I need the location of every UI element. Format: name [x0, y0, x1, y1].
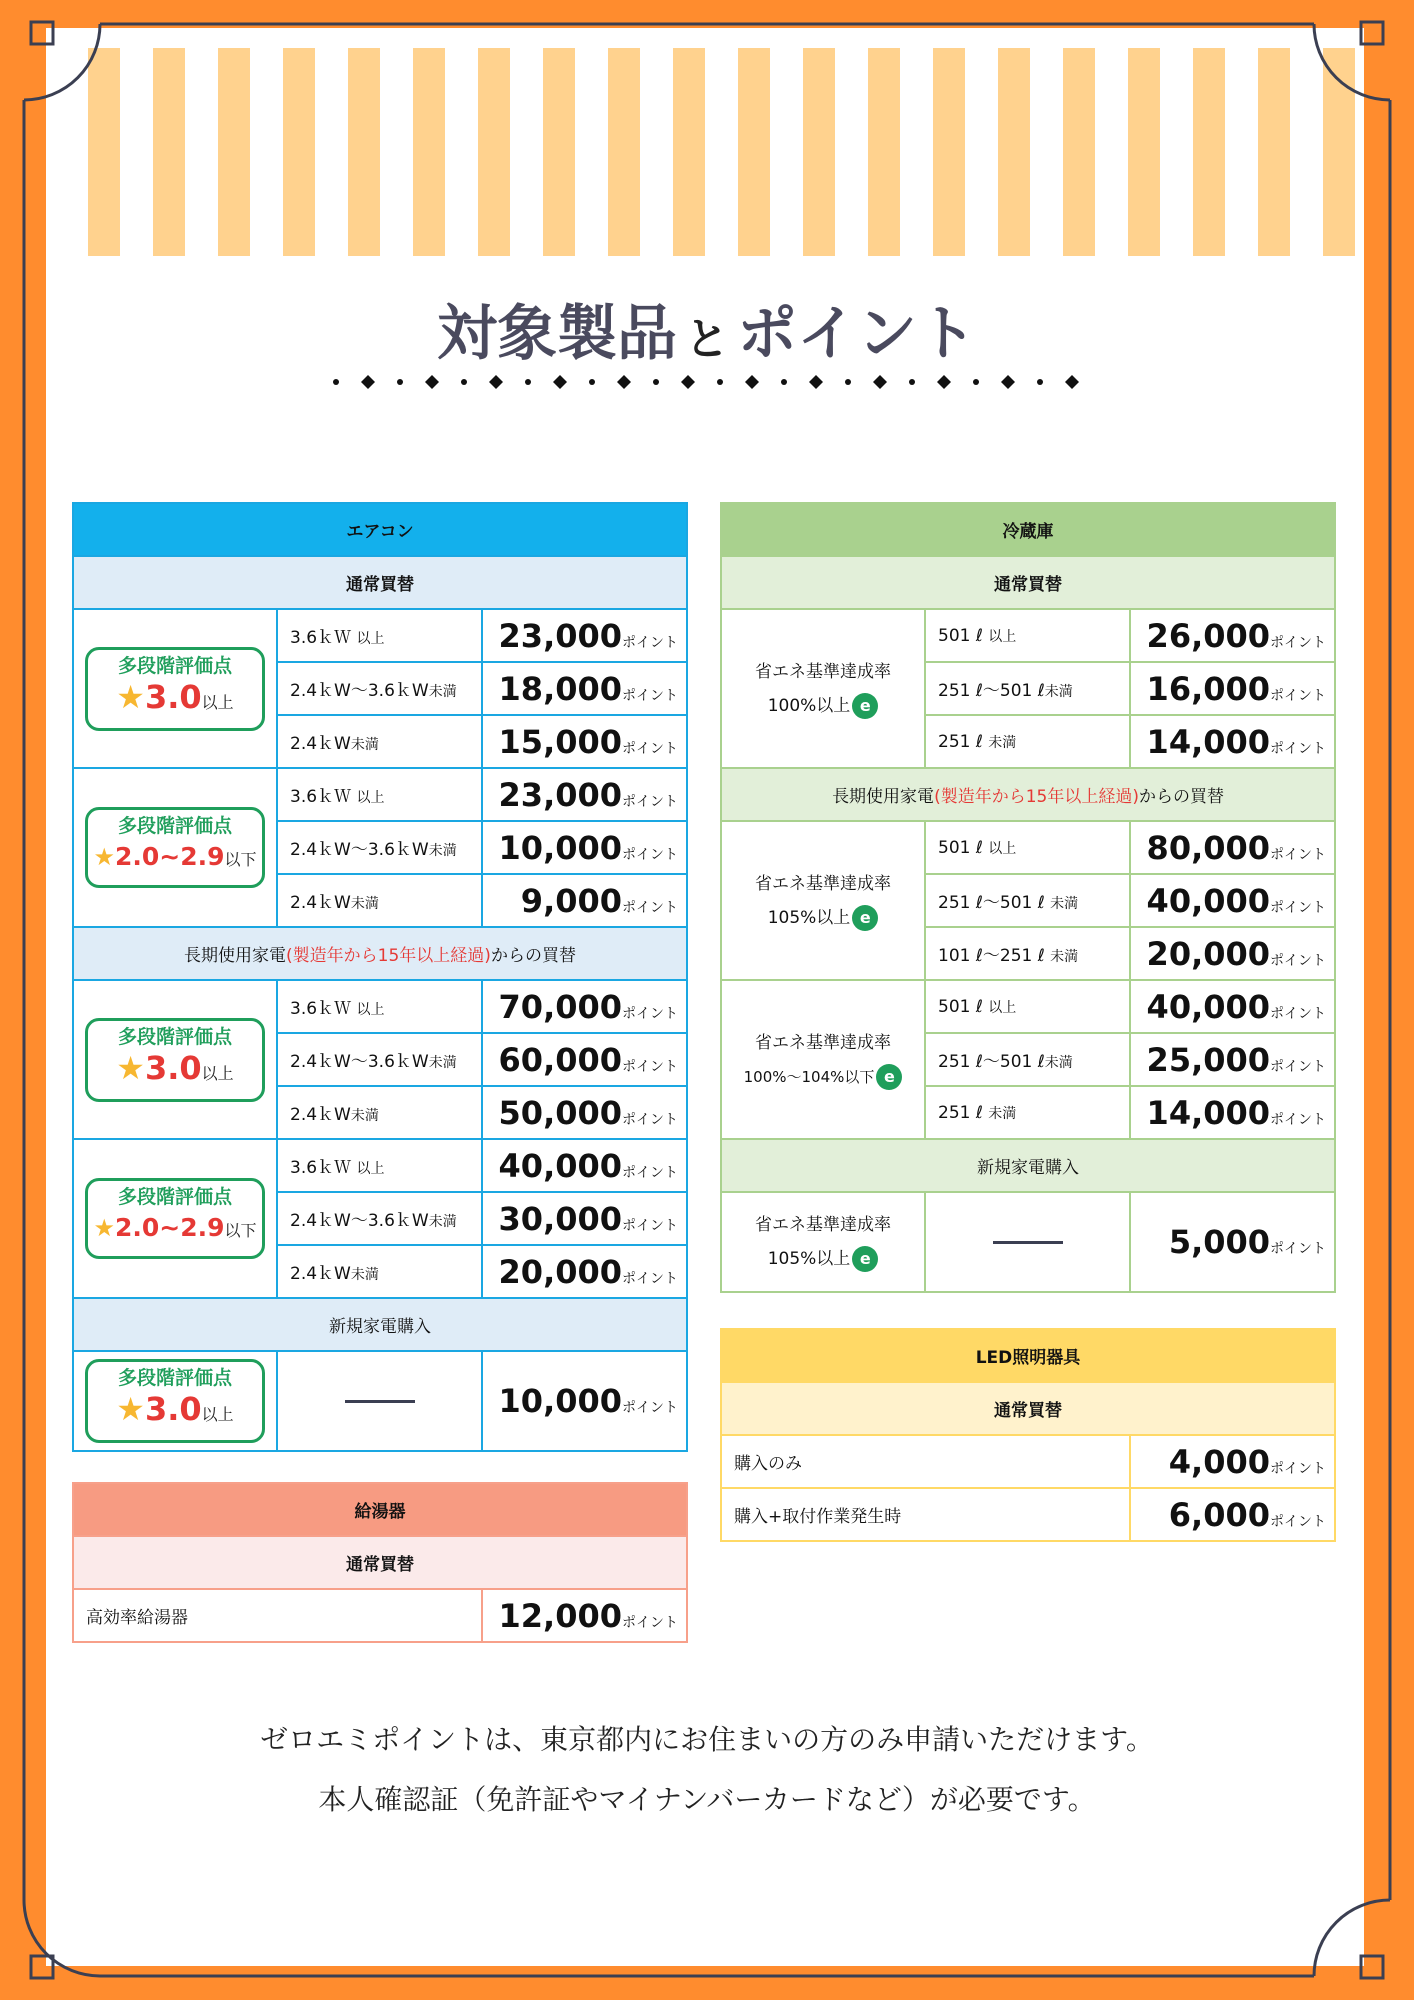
table-row	[73, 609, 687, 662]
points-unit: ポイント	[622, 687, 679, 704]
points-unit: ポイント	[1270, 687, 1327, 704]
table-row	[721, 821, 1335, 874]
points-value: 12,000	[498, 1596, 622, 1635]
eco-mark-icon: e	[852, 905, 878, 931]
table-row	[73, 1139, 687, 1192]
title-points: ポイント	[737, 299, 977, 369]
points-cell	[482, 1245, 687, 1298]
points-unit: ポイント	[622, 899, 679, 916]
capacity-cell	[277, 768, 482, 821]
points-value: 9,000	[520, 881, 623, 920]
points-unit: ポイント	[622, 1614, 678, 1631]
capacity-cell	[277, 715, 482, 768]
points-value: 20,000	[1146, 934, 1271, 973]
efficiency-value: 105%以上	[767, 1249, 851, 1269]
points-unit: ポイント	[1270, 1058, 1327, 1075]
capacity: 2.4ｋW	[290, 1264, 351, 1284]
longterm-suffix: からの買替	[490, 946, 576, 966]
score: 3.0	[144, 677, 202, 716]
points-unit: ポイント	[1270, 1111, 1327, 1128]
capacity-cell	[277, 1245, 482, 1298]
points-value: 20,000	[498, 1252, 623, 1291]
points-value: 16,000	[1146, 669, 1271, 708]
table-row	[721, 1435, 1335, 1488]
capacity: 101 ℓ〜251 ℓ	[938, 946, 1045, 966]
points-cell	[482, 1351, 687, 1451]
points-cell	[482, 1589, 687, 1642]
efficiency-cell	[721, 821, 925, 980]
capacity: 2.4ｋW	[290, 893, 351, 913]
capacity-cell	[925, 874, 1130, 927]
table-row	[721, 609, 1335, 662]
points-unit: ポイント	[1270, 1005, 1327, 1022]
table-row	[721, 1192, 1335, 1292]
efficiency-value: 100%以上	[767, 695, 851, 716]
efficiency-label: 省エネ基準達成率	[755, 661, 891, 682]
capacity-qualifier: 以上	[356, 1002, 385, 1018]
qualifier: 以下	[224, 850, 257, 869]
points-cell	[482, 609, 687, 662]
capacity-cell	[277, 1139, 482, 1192]
capacity-qualifier: 以上	[356, 1161, 385, 1177]
capacity-qualifier: 未満	[988, 734, 1017, 751]
table-row	[73, 1589, 687, 1642]
rating-badge	[85, 807, 265, 888]
aircon-new-label: 新規家電購入	[73, 1298, 687, 1351]
points-unit: ポイント	[1270, 634, 1327, 651]
points-cell	[1130, 980, 1335, 1033]
qualifier: 以上	[201, 692, 234, 712]
capacity: 251 ℓ〜501 ℓ	[938, 893, 1045, 913]
capacity-qualifier: 未満	[350, 1267, 379, 1283]
points-cell	[482, 1033, 687, 1086]
dash-icon	[345, 1400, 415, 1403]
capacity: 2.4ｋW	[290, 734, 351, 754]
points-cell	[482, 1086, 687, 1139]
rating-cell	[73, 1139, 277, 1298]
points-cell	[1130, 609, 1335, 662]
title-connector: と	[685, 314, 729, 365]
badge-title: 多段階評価点	[117, 1367, 232, 1389]
capacity: 2.4ｋW〜3.6ｋW	[290, 681, 429, 701]
led-normal-label: 通常買替	[721, 1382, 1335, 1435]
score: 2.0~2.9	[114, 842, 225, 871]
capacity: 3.6ｋＷ	[290, 628, 352, 648]
eco-mark-icon: e	[852, 693, 878, 719]
capacity-cell	[277, 662, 482, 715]
star-icon: ★	[116, 677, 145, 716]
points-value: 60,000	[498, 1040, 623, 1079]
table-row	[73, 980, 687, 1033]
points-value: 23,000	[498, 616, 623, 655]
fridge-header: 冷蔵庫	[721, 503, 1335, 556]
capacity: 251 ℓ	[938, 731, 983, 752]
badge-title: 多段階評価点	[117, 815, 232, 837]
rating-badge	[85, 1178, 265, 1259]
points-value: 80,000	[1146, 828, 1271, 867]
capacity-qualifier: 以上	[356, 631, 385, 647]
capacity: 3.6ｋＷ	[290, 787, 352, 807]
capacity-qualifier: 未満	[1050, 896, 1079, 912]
capacity-qualifier: 未満	[428, 843, 457, 859]
page-title	[0, 286, 1414, 372]
efficiency-label: 省エネ基準達成率	[755, 873, 891, 894]
aircon-table	[72, 502, 688, 1452]
capacity-qualifier: 未満	[350, 896, 379, 912]
not-applicable-cell	[277, 1351, 482, 1451]
points-value: 14,000	[1146, 1093, 1271, 1132]
table-row	[721, 980, 1335, 1033]
title-divider	[330, 372, 1080, 392]
points-cell	[1130, 1488, 1335, 1541]
rating-badge	[85, 647, 265, 731]
rating-badge	[85, 1018, 265, 1102]
points-value: 40,000	[1146, 881, 1271, 920]
capacity-cell	[925, 927, 1130, 980]
longterm-prefix: 長期使用家電	[832, 787, 935, 807]
capacity-qualifier: 以上	[988, 840, 1017, 857]
capacity: 251 ℓ	[938, 1102, 983, 1123]
points-unit: ポイント	[622, 1164, 679, 1181]
badge-title: 多段階評価点	[117, 1025, 232, 1048]
capacity: 251 ℓ〜501 ℓ	[938, 1052, 1045, 1072]
points-cell	[482, 980, 687, 1033]
table-row	[73, 768, 687, 821]
points-cell	[1130, 927, 1335, 980]
score: 2.0~2.9	[114, 1213, 225, 1242]
badge-title: 多段階評価点	[117, 1186, 232, 1208]
star-icon: ★	[116, 1048, 145, 1087]
capacity: 251 ℓ〜501 ℓ	[938, 681, 1045, 701]
capacity: 501 ℓ	[938, 837, 983, 858]
eco-mark-icon: e	[876, 1064, 902, 1090]
rating-cell	[73, 1351, 277, 1451]
aircon-longterm-label	[73, 927, 687, 980]
capacity-qualifier: 未満	[350, 737, 379, 753]
efficiency-cell	[721, 980, 925, 1139]
points-cell	[482, 715, 687, 768]
capacity-cell	[925, 821, 1130, 874]
longterm-prefix: 長期使用家電	[184, 946, 287, 966]
points-unit: ポイント	[1270, 846, 1327, 863]
points-cell	[1130, 821, 1335, 874]
badge-title: 多段階評価点	[117, 654, 232, 677]
points-unit: ポイント	[622, 1058, 679, 1075]
water-item: 高効率給湯器	[73, 1589, 482, 1642]
aircon-header-row	[73, 503, 687, 556]
points-unit: ポイント	[622, 1270, 679, 1287]
aircon-header: エアコン	[73, 503, 687, 556]
qualifier: 以上	[201, 1063, 234, 1083]
points-cell	[482, 768, 687, 821]
water-normal-label: 通常買替	[73, 1536, 687, 1589]
capacity-cell	[277, 1086, 482, 1139]
fridge-normal-label: 通常買替	[721, 556, 1335, 609]
points-unit: ポイント	[1270, 740, 1327, 757]
footer-line-2: 本人確認証（免許証やマイナンバーカードなど）が必要です。	[318, 1783, 1096, 1816]
points-cell	[1130, 1033, 1335, 1086]
points-value: 70,000	[498, 987, 623, 1026]
capacity-cell	[925, 662, 1130, 715]
points-value: 30,000	[498, 1199, 623, 1238]
points-value: 18,000	[498, 669, 623, 708]
points-unit: ポイント	[622, 1400, 679, 1416]
points-unit: ポイント	[1270, 1460, 1326, 1477]
points-value: 23,000	[498, 775, 623, 814]
capacity-qualifier: 未満	[988, 1105, 1017, 1122]
points-cell	[1130, 715, 1335, 768]
points-cell	[482, 874, 687, 927]
points-cell	[1130, 1086, 1335, 1139]
points-unit: ポイント	[1270, 1513, 1326, 1530]
capacity-cell	[277, 874, 482, 927]
efficiency-label: 省エネ基準達成率	[755, 1215, 891, 1235]
dash-icon	[993, 1241, 1063, 1244]
points-cell	[1130, 874, 1335, 927]
points-unit: ポイント	[1270, 952, 1327, 969]
points-unit: ポイント	[622, 634, 679, 651]
capacity: 501 ℓ	[938, 996, 983, 1017]
footer-line-1: ゼロエミポイントは、東京都内にお住まいの方のみ申請いただけます。	[260, 1723, 1154, 1756]
longterm-highlight: (製造年から15年以上経過)	[286, 946, 491, 966]
capacity: 2.4ｋW	[290, 1105, 351, 1125]
points-unit: ポイント	[1270, 899, 1327, 916]
longterm-suffix: からの買替	[1138, 787, 1224, 807]
title-main: 対象製品	[437, 299, 677, 369]
points-value: 15,000	[498, 722, 623, 761]
capacity-cell	[925, 715, 1130, 768]
capacity-qualifier: 未満	[428, 1055, 457, 1071]
led-item: 購入+取付作業発生時	[721, 1488, 1130, 1541]
points-cell	[1130, 662, 1335, 715]
capacity-qualifier: 未満	[1044, 684, 1073, 700]
capacity: 3.6ｋＷ	[290, 1158, 352, 1178]
capacity-cell	[277, 980, 482, 1033]
capacity-cell	[277, 821, 482, 874]
capacity-cell	[925, 1033, 1130, 1086]
fridge-table	[720, 502, 1336, 1293]
qualifier: 以下	[224, 1221, 257, 1240]
capacity-cell	[277, 609, 482, 662]
star-icon: ★	[93, 1214, 115, 1242]
capacity-cell	[925, 1086, 1130, 1139]
points-value: 40,000	[498, 1146, 623, 1185]
capacity-qualifier: 以上	[988, 999, 1017, 1016]
points-value: 26,000	[1146, 616, 1271, 655]
efficiency-cell	[721, 609, 925, 768]
points-value: 6,000	[1168, 1495, 1270, 1534]
rating-cell	[73, 980, 277, 1139]
led-item: 購入のみ	[721, 1435, 1130, 1488]
capacity-qualifier: 未満	[428, 1214, 457, 1230]
capacity-cell	[277, 1033, 482, 1086]
score: 3.0	[144, 1390, 202, 1428]
points-value: 14,000	[1146, 722, 1271, 761]
water-heater-table	[72, 1482, 688, 1643]
star-icon: ★	[116, 1390, 145, 1428]
points-unit: ポイント	[622, 793, 679, 810]
capacity-cell	[277, 1192, 482, 1245]
capacity-qualifier: 未満	[1044, 1055, 1073, 1071]
capacity-qualifier: 未満	[1050, 949, 1079, 965]
points-unit: ポイント	[622, 740, 679, 757]
points-value: 10,000	[498, 1382, 623, 1420]
capacity: 3.6ｋＷ	[290, 999, 352, 1019]
eco-mark-icon: e	[852, 1246, 878, 1272]
led-header: LED照明器具	[721, 1329, 1335, 1382]
points-cell	[482, 1192, 687, 1245]
capacity-qualifier: 未満	[428, 684, 457, 700]
score: 3.0	[144, 1048, 202, 1087]
points-cell	[482, 821, 687, 874]
capacity: 501 ℓ	[938, 625, 983, 646]
rating-badge	[85, 1359, 265, 1443]
points-value: 5,000	[1168, 1223, 1271, 1261]
efficiency-value: 105%以上	[767, 907, 851, 928]
fridge-new-label: 新規家電購入	[721, 1139, 1335, 1192]
capacity: 2.4ｋW〜3.6ｋW	[290, 1052, 429, 1072]
capacity-cell	[925, 609, 1130, 662]
efficiency-value: 100%〜104%以下	[743, 1067, 875, 1086]
led-table	[720, 1328, 1336, 1542]
points-value: 10,000	[498, 828, 623, 867]
fridge-longterm-label	[721, 768, 1335, 821]
not-applicable-cell	[925, 1192, 1130, 1292]
capacity: 2.4ｋW〜3.6ｋW	[290, 1211, 429, 1231]
star-icon: ★	[93, 843, 115, 871]
points-value: 25,000	[1146, 1040, 1271, 1079]
points-value: 4,000	[1168, 1442, 1270, 1481]
points-value: 40,000	[1146, 987, 1271, 1026]
points-cell	[1130, 1192, 1335, 1292]
table-row	[721, 1488, 1335, 1541]
capacity-qualifier: 以上	[356, 790, 385, 806]
table-row	[73, 1351, 687, 1451]
efficiency-label: 省エネ基準達成率	[755, 1032, 891, 1053]
points-unit: ポイント	[1270, 1241, 1327, 1257]
water-header: 給湯器	[73, 1483, 687, 1536]
points-cell	[482, 1139, 687, 1192]
capacity-qualifier: 以上	[988, 628, 1017, 645]
points-value: 50,000	[498, 1093, 623, 1132]
rating-cell	[73, 609, 277, 768]
efficiency-cell	[721, 1192, 925, 1292]
capacity-cell	[925, 980, 1130, 1033]
points-cell	[482, 662, 687, 715]
points-unit: ポイント	[622, 1217, 679, 1234]
capacity-qualifier: 未満	[350, 1108, 379, 1124]
points-unit: ポイント	[622, 846, 679, 863]
qualifier: 以上	[201, 1405, 234, 1424]
longterm-highlight: (製造年から15年以上経過)	[934, 787, 1139, 807]
rating-cell	[73, 768, 277, 927]
capacity: 2.4ｋW〜3.6ｋW	[290, 840, 429, 860]
aircon-normal-label: 通常買替	[73, 556, 687, 609]
points-cell	[1130, 1435, 1335, 1488]
points-unit: ポイント	[622, 1111, 679, 1128]
points-unit: ポイント	[622, 1005, 679, 1022]
